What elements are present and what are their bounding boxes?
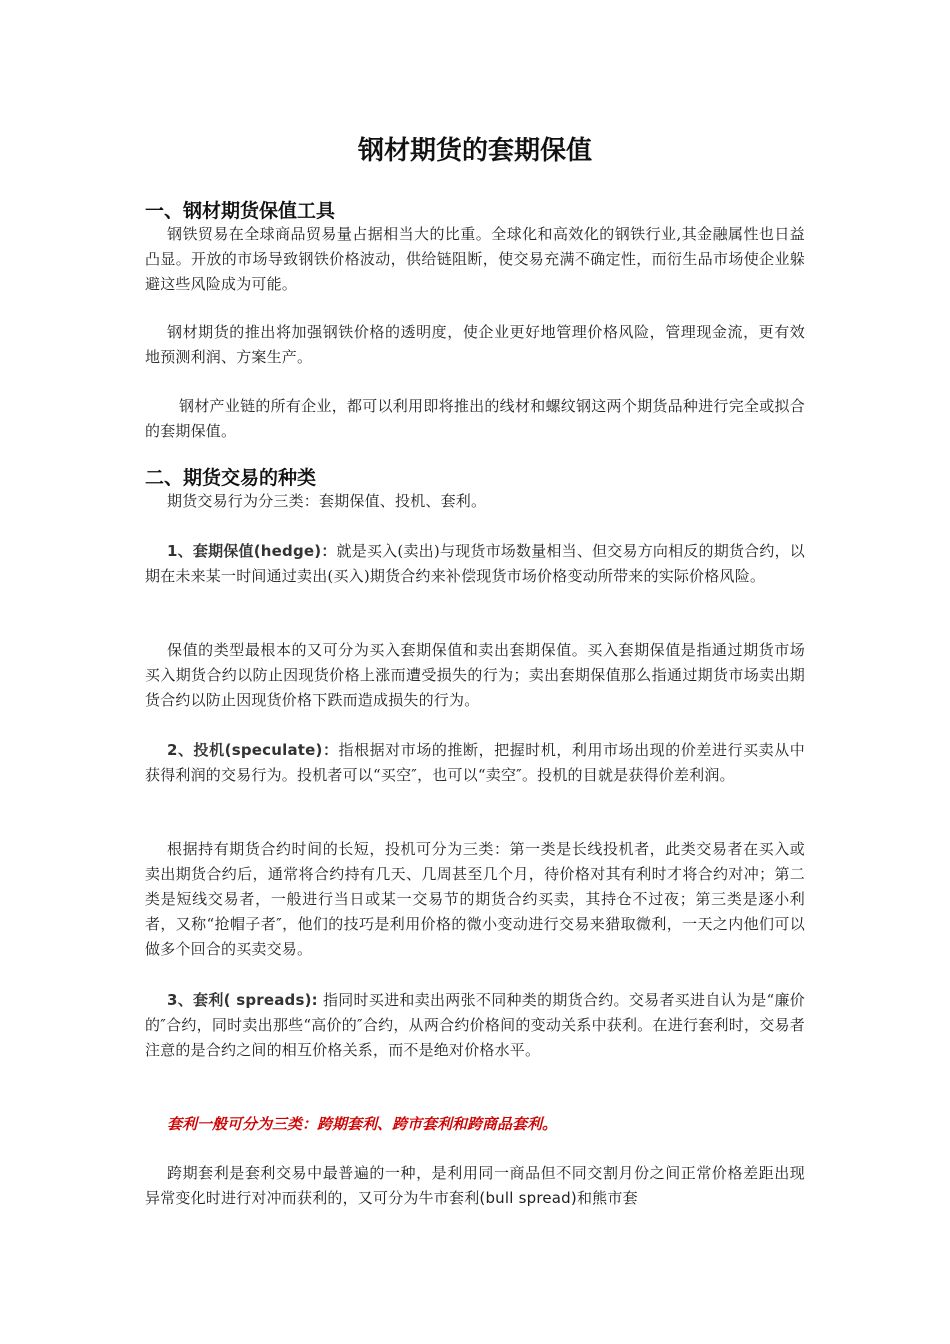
calendar-spread-tail: 和熊市套 [576, 1189, 638, 1207]
term-hedge: 1、套期保值(hedge)： [167, 542, 337, 560]
document-title: 钢材期货的套期保值 [357, 136, 592, 166]
paragraph-industry-chain: 钢材产业链的所有企业，都可以利用即将推出的线材和螺纹钢这两个期货品种进行完全或拟合的套期保值。 [145, 397, 805, 440]
paragraph-speculator-types: 根据持有期货合约时间的长短，投机可分为三类：第一类是长线投机者，此类交易者在买入或卖出期货合约后，通常将合约持有几天、几周甚至几个月，待价格对其有利时才将合约对冲；第二类是短线交易者，一般进行当日或某一交易节的期货合约买卖，其持仓不过夜；第三类是逐小利者，又称“抢帽子者″，他们的技巧是利用价格的微小变动进行交易来猎取微利，一天之内他们可以做多个回合的买卖交易。 [145, 840, 805, 958]
paragraph-hedge-types: 保值的类型最根本的又可分为买入套期保值和卖出套期保值。买入套期保值是指通过期货市场买入期货合约以防止因现货价格上涨而遭受损失的行为；卖出套期保值那么指通过期货市场卖出期货合约以防止因现货价格下跌而造成损失的行为。 [145, 641, 805, 709]
term-spreads: 3、套利( spreads): [167, 991, 318, 1009]
calendar-spread-text: 跨期套利是套利交易中最普遍的一种，是利用同一商品但不同交割月份之间正常价格差距出现异常变化时进行对冲而获利的，又可分为牛市套利 [145, 1164, 805, 1207]
spreads-definition: 指同时买进和卖出两张不同种类的期货合约。交易者买进自认为是“廉价的″合约，同时卖出那些“高价的″合约，从两合约价格间的变动关系中获利。在进行套利时，交易者注意的是合约之间的相互价格关系，而不是绝对价格水平。 [145, 991, 805, 1059]
paragraph-three-types: 期货交易行为分三类：套期保值、投机、套利。 [167, 492, 487, 510]
paragraph-spreads [145, 988, 805, 1063]
paragraph-steel-trade: 钢铁贸易在全球商品贸易量占据相当大的比重。全球化和高效化的钢铁行业,其金融属性也日益凸显。开放的市场导致钢铁价格波动，供给链阻断，使交易充满不确定性，而衍生品市场使企业躲避这些风险成为可能。 [145, 225, 805, 293]
bull-spread-term: (bull spread) [479, 1189, 577, 1207]
hedge-definition: 就是买入(卖出)与现货市场数量相当、但交易方向相反的期货合约，以期在未来某一时间通过卖出(买入)期货合约来补偿现货市场价格变动所带来的实际价格风险。 [145, 542, 806, 585]
spreads-categories-note: 套利一般可分为三类：跨期套利、跨市套利和跨商品套利。 [167, 1115, 558, 1133]
paragraph-speculate [145, 738, 805, 788]
paragraph-hedge [145, 539, 805, 589]
section-heading-tools: 一、钢材期货保值工具 [145, 200, 336, 222]
paragraph-futures-launch: 钢材期货的推出将加强钢铁价格的透明度，使企业更好地管理价格风险，管理现金流，更有效地预测利润、方案生产。 [145, 323, 805, 366]
speculate-definition: 指根据对市场的推断，把握时机，利用市场出现的价差进行买卖从中获得利润的交易行为。投机者可以“买空″，也可以“卖空″。投机的目就是获得价差利润。 [145, 741, 805, 784]
term-speculate: 2、投机(speculate)： [167, 741, 339, 759]
section-heading-trade-types: 二、期货交易的种类 [145, 467, 317, 489]
paragraph-calendar-spread [145, 1161, 805, 1211]
